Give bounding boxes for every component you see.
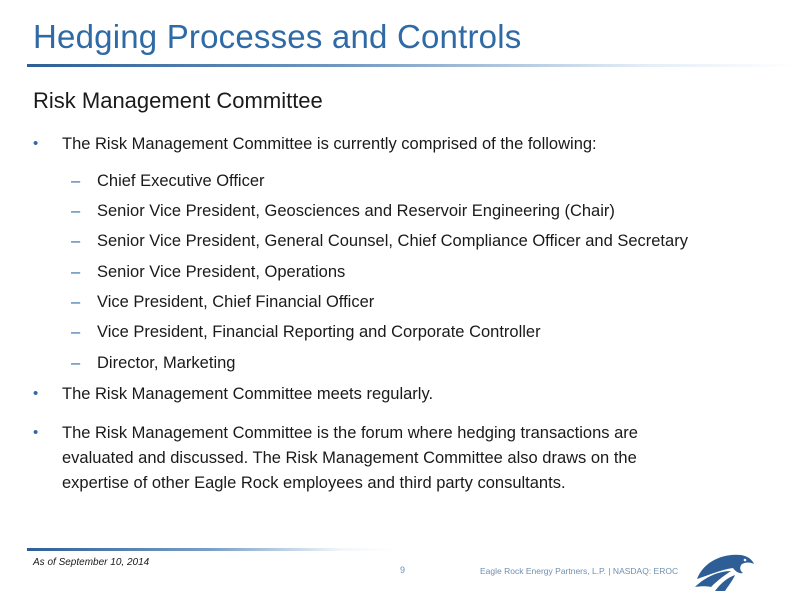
footer-date: As of September 10, 2014	[33, 557, 150, 568]
bullet-marker: •	[33, 385, 39, 402]
eagle-head-logo-icon	[695, 549, 755, 593]
slide-title: Hedging Processes and Controls	[33, 18, 522, 55]
bullet-text-line: The Risk Management Committee is the forum where hedging transactions are	[62, 424, 638, 442]
bullet-marker: •	[33, 424, 39, 441]
sub-bullet-text: Director, Marketing	[97, 354, 236, 372]
sub-bullet-text: Senior Vice President, General Counsel, Chief Compliance Officer and Secretary	[97, 232, 688, 250]
dash-marker: –	[71, 202, 81, 220]
sub-bullet-text: Senior Vice President, Geosciences and Reservoir Engineering (Chair)	[97, 202, 615, 220]
sub-bullet-text: Chief Executive Officer	[97, 172, 265, 190]
page-number: 9	[400, 565, 406, 575]
sub-bullet-text: Vice President, Chief Financial Officer	[97, 293, 375, 311]
dash-marker: –	[71, 263, 81, 281]
dash-marker: –	[71, 293, 81, 311]
footer-company: Eagle Rock Energy Partners, L.P. | NASDAQ: EROC	[480, 566, 679, 576]
dash-marker: –	[71, 232, 81, 250]
slide-subtitle: Risk Management Committee	[33, 88, 323, 113]
sub-bullet-text: Senior Vice President, Operations	[97, 263, 346, 281]
title-divider	[27, 64, 797, 67]
dash-marker: –	[71, 323, 81, 341]
bullet-text: The Risk Management Committee is currently comprised of the following:	[62, 135, 597, 153]
bullet-text-line: expertise of other Eagle Rock employees and third party consultants.	[62, 474, 566, 492]
sub-bullet-text: Vice President, Financial Reporting and Corporate Controller	[97, 323, 541, 341]
dash-marker: –	[71, 354, 81, 372]
footer-divider	[27, 548, 397, 551]
bullet-paragraph	[62, 421, 762, 496]
bullet-text-line: evaluated and discussed. The Risk Management Committee also draws on the	[62, 449, 637, 467]
dash-marker: –	[71, 172, 81, 190]
bullet-marker: •	[33, 135, 39, 152]
bullet-text: The Risk Management Committee meets regularly.	[62, 385, 434, 403]
